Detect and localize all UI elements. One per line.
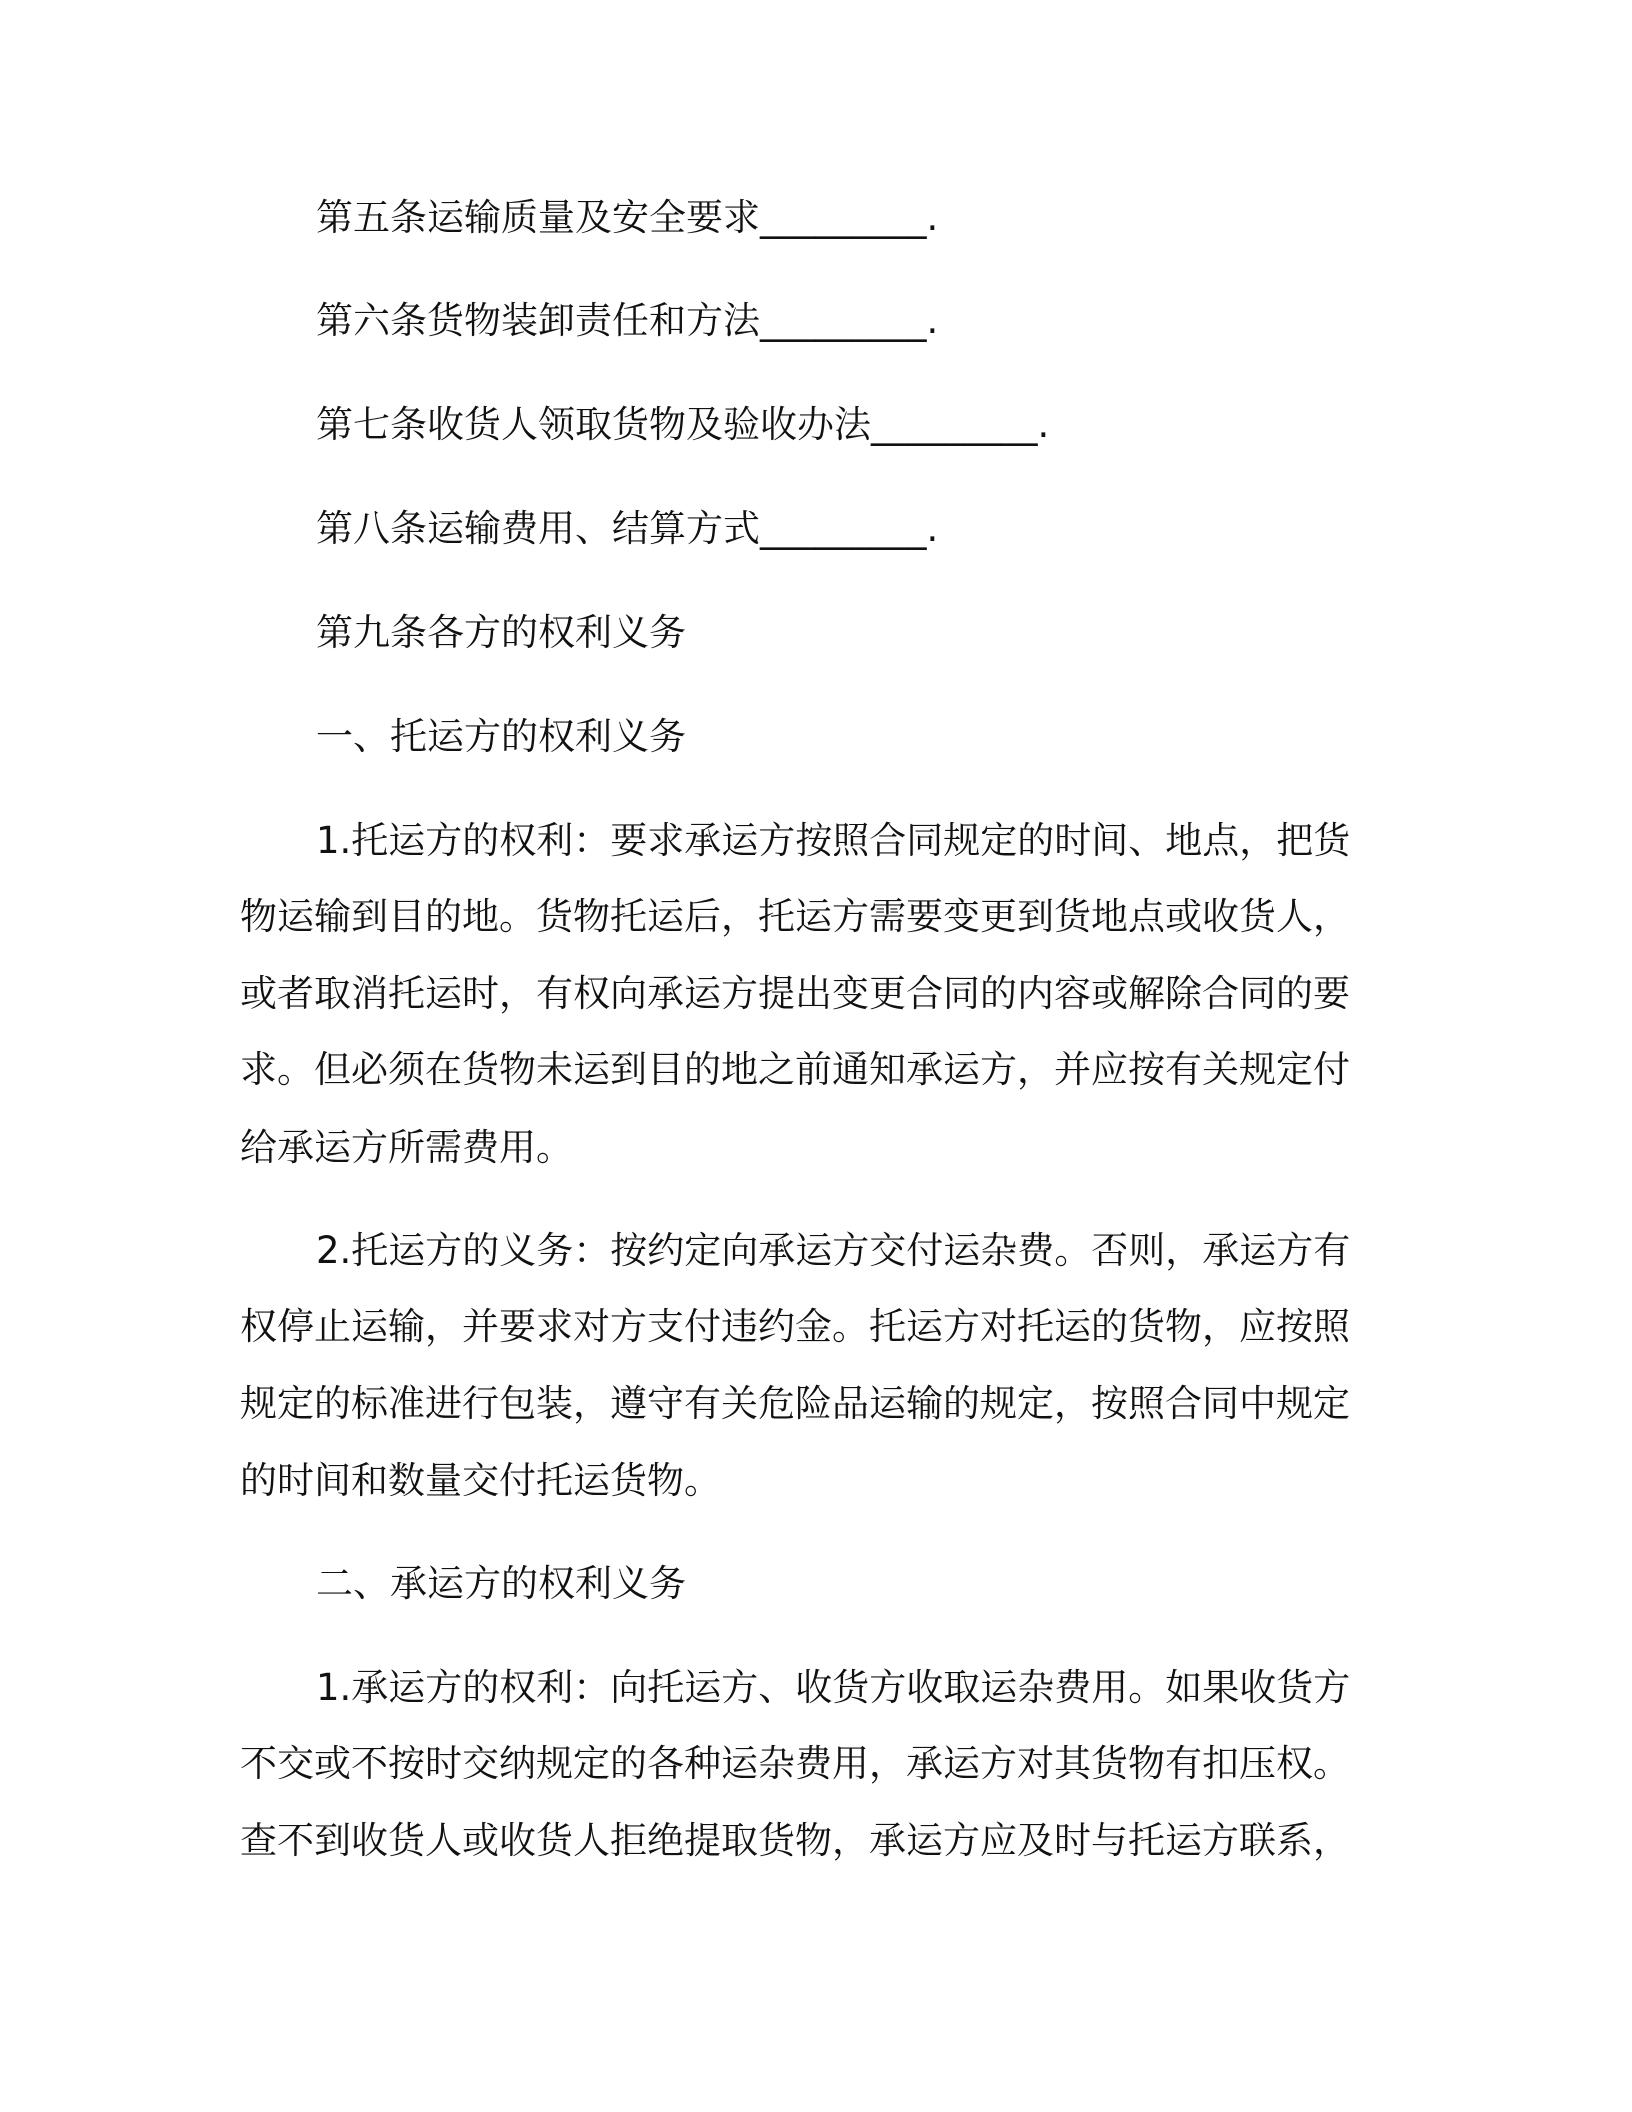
paragraph-line: 求。但必须在货物未运到目的地之前通知承运方，并应按有关规定付 [240,1048,1350,1091]
section-heading-consignor: 一、托运方的权利义务 [316,715,686,758]
paragraph-line: 物运输到目的地。货物托运后，托运方需要变更到货地点或收货人， [240,895,1350,938]
paragraph-line: 规定的标准进行包装，遵守有关危险品运输的规定，按照合同中规定 [240,1382,1350,1425]
paragraph-line: 给承运方所需费用。 [240,1126,573,1169]
paragraph-line: 权停止运输，并要求对方支付违约金。托运方对托运的货物，应按照 [240,1305,1350,1348]
paragraph-line: 1.托运方的权利：要求承运方按照合同规定的时间、地点，把货 [316,819,1351,862]
paragraph-line: 不交或不按时交纳规定的各种运杂费用，承运方对其货物有扣压权。 [240,1742,1350,1785]
paragraph-line: 2.托运方的义务：按约定向承运方交付运杂费。否则，承运方有 [316,1229,1351,1272]
paragraph-line: 或者取消托运时，有权向承运方提出变更合同的内容或解除合同的要 [240,972,1350,1015]
paragraph-line: 1.承运方的权利：向托运方、收货方收取运杂费用。如果收货方 [316,1666,1351,1709]
article-5: 第五条运输质量及安全要求_________. [316,196,939,239]
section-heading-carrier: 二、承运方的权利义务 [316,1562,686,1605]
article-7: 第七条收货人领取货物及验收办法_________. [316,403,1050,446]
article-6: 第六条货物装卸责任和方法_________. [316,299,939,342]
article-9: 第九条各方的权利义务 [316,611,686,654]
paragraph-line: 查不到收货人或收货人拒绝提取货物，承运方应及时与托运方联系， [240,1819,1350,1862]
paragraph-line: 的时间和数量交付托运货物。 [240,1459,721,1502]
article-8: 第八条运输费用、结算方式_________. [316,507,939,550]
